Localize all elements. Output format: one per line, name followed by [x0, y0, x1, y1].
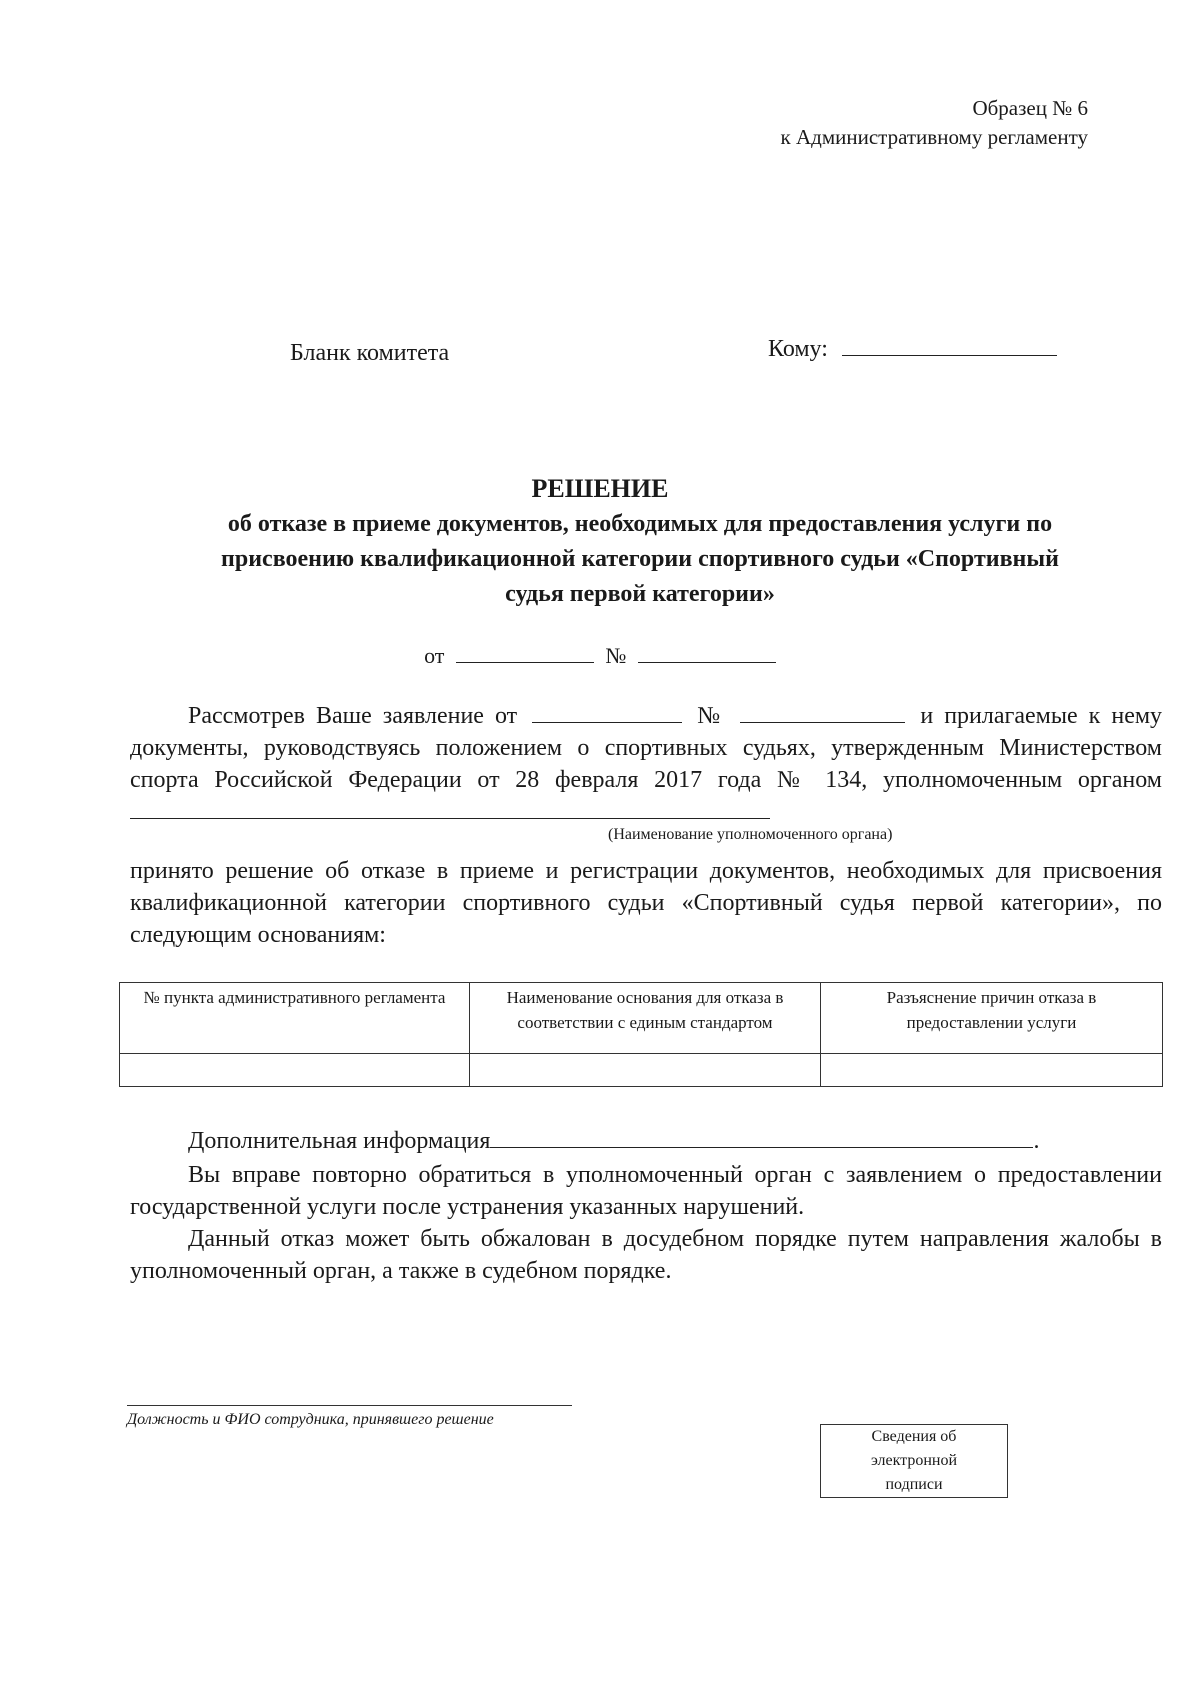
col-refusal-explanation: Разъяснение причин отказа в предоставлении услуги	[821, 983, 1163, 1054]
authority-caption: (Наименование уполномоченного органа)	[608, 826, 893, 843]
application-number-label: №	[697, 703, 726, 729]
application-number-blank	[740, 722, 905, 723]
committee-blank-label: Бланк комитета	[290, 340, 450, 366]
paragraph-application-review	[130, 700, 1162, 828]
decision-date-blank	[456, 662, 594, 663]
number-label: №	[605, 643, 627, 668]
sample-number: Образец № 6	[972, 96, 1088, 120]
paragraph-decision: принято решение об отказе в приеме и регистрации документов, необходимых для присвоения квалификационной категории спортивного судьи «Спортивный судья первой категории», по следующим основаниям:	[130, 858, 1162, 948]
refusal-grounds-table	[119, 982, 1163, 1087]
decision-number-blank	[638, 662, 776, 663]
additional-info-line: Дополнительная информация .	[188, 1128, 1040, 1154]
authority-blank-line	[130, 818, 770, 819]
paragraph-appeal: Данный отказ может быть обжалован в досудебном порядке путем направления жалобы в уполномоченный орган, а также в судебном порядке.	[130, 1226, 1162, 1284]
application-intro-text: Рассмотрев Ваше заявление от	[188, 703, 518, 729]
application-body-text: и прилагаемые к нему документы, руководствуясь положением о спортивных судьях, утвержденным Министерством спорта Российской Федерации от 28 февраля 2017 года № 134, уполномоченным органом	[130, 703, 1163, 793]
document-title: РЕШЕНИЕ	[531, 474, 669, 503]
signature-line	[127, 1405, 572, 1406]
esign-line-2: электронной	[870, 1452, 958, 1469]
table-row	[120, 1054, 1163, 1087]
application-date-blank	[532, 722, 682, 723]
table-cell	[120, 1054, 470, 1087]
esign-line-1: Сведения об	[871, 1428, 957, 1445]
from-label: от	[424, 643, 445, 668]
col-regulation-item: № пункта административного регламента	[120, 983, 470, 1054]
additional-info-label: Дополнительная информация	[188, 1128, 491, 1154]
paragraph-reapply: Вы вправе повторно обратиться в уполномоченный орган с заявлением о предоставлении государственной услуги после устранения указанных нарушений.	[130, 1162, 1162, 1220]
document-subtitle	[140, 507, 1140, 612]
subtitle-line-2: присвоению квалификационной категории спортивного судьи «Спортивный	[221, 546, 1059, 572]
subtitle-line-3: судья первой категории»	[505, 581, 775, 607]
signature-caption: Должность и ФИО сотрудника, принявшего решение	[127, 1411, 494, 1428]
recipient-label: Кому:	[768, 336, 828, 362]
additional-info-blank	[490, 1147, 1033, 1148]
regulation-reference: к Административному регламенту	[780, 125, 1088, 149]
esign-line-3: подписи	[885, 1476, 943, 1493]
table-cell	[821, 1054, 1163, 1087]
electronic-signature-box	[820, 1424, 1008, 1498]
subtitle-line-1: об отказе в приеме документов, необходимых для предоставления услуги по	[227, 511, 1053, 537]
col-refusal-ground: Наименование основания для отказа в соответствии с единым стандартом	[470, 983, 821, 1054]
decision-date-number	[0, 643, 1200, 669]
recipient-blank-line	[842, 355, 1057, 356]
table-cell	[470, 1054, 821, 1087]
table-header-row	[120, 983, 1163, 1054]
recipient-field	[768, 336, 1057, 363]
